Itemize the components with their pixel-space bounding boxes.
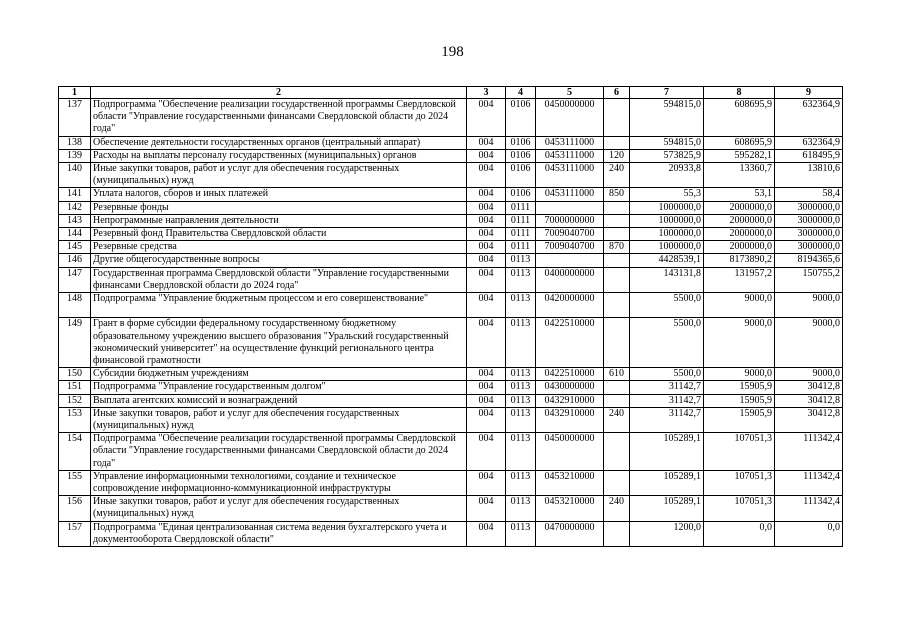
amount-year-3: 111342,4 (775, 496, 843, 521)
amount-year-1: 573825,9 (630, 149, 704, 162)
table-row (59, 368, 843, 381)
column-header: 2 (91, 87, 467, 99)
target-code: 7009040700 (536, 241, 604, 254)
amount-year-2: 8173890,2 (704, 254, 775, 267)
amount-year-1: 1200,0 (630, 521, 704, 546)
section-code: 0113 (506, 496, 536, 521)
admin-code: 004 (467, 254, 506, 267)
admin-code: 004 (467, 381, 506, 394)
table-row (59, 163, 843, 188)
row-name: Другие общегосударственные вопросы (91, 254, 467, 267)
admin-code: 004 (467, 241, 506, 254)
column-header: 4 (506, 87, 536, 99)
amount-year-3: 0,0 (775, 521, 843, 546)
amount-year-2: 595282,1 (704, 149, 775, 162)
table-row (59, 293, 843, 318)
expense-type-code: 240 (604, 163, 630, 188)
admin-code: 004 (467, 394, 506, 407)
table-row (59, 99, 843, 137)
admin-code: 004 (467, 433, 506, 471)
table-row (59, 241, 843, 254)
table-row (59, 470, 843, 495)
row-number: 150 (59, 368, 91, 381)
table-row (59, 267, 843, 292)
section-code: 0106 (506, 149, 536, 162)
amount-year-1: 143131,8 (630, 267, 704, 292)
amount-year-2: 0,0 (704, 521, 775, 546)
expense-type-code (604, 228, 630, 241)
table-row (59, 407, 843, 432)
amount-year-3: 30412,8 (775, 407, 843, 432)
section-code: 0113 (506, 254, 536, 267)
amount-year-2: 107051,3 (704, 496, 775, 521)
admin-code: 004 (467, 201, 506, 214)
amount-year-1: 1000000,0 (630, 214, 704, 227)
target-code: 0422510000 (536, 368, 604, 381)
amount-year-3: 618495,9 (775, 149, 843, 162)
amount-year-1: 105289,1 (630, 470, 704, 495)
admin-code: 004 (467, 368, 506, 381)
amount-year-1: 1000000,0 (630, 201, 704, 214)
section-code: 0113 (506, 267, 536, 292)
row-number: 154 (59, 433, 91, 471)
row-number: 138 (59, 136, 91, 149)
amount-year-2: 53,1 (704, 188, 775, 201)
target-code: 0453111000 (536, 136, 604, 149)
target-code: 7000000000 (536, 214, 604, 227)
expense-type-code: 240 (604, 407, 630, 432)
row-number: 141 (59, 188, 91, 201)
row-name: Резервные средства (91, 241, 467, 254)
amount-year-1: 4428539,1 (630, 254, 704, 267)
table-row (59, 318, 843, 368)
row-name: Грант в форме субсидии федеральному государственному бюджетному образовательному учреждению высшего образования "Уральский государственный экономический университет" на осуществление функций регионального центра финансовой грамотности (91, 318, 467, 368)
admin-code: 004 (467, 521, 506, 546)
admin-code: 004 (467, 496, 506, 521)
amount-year-3: 111342,4 (775, 433, 843, 471)
amount-year-1: 31142,7 (630, 394, 704, 407)
amount-year-2: 131957,2 (704, 267, 775, 292)
target-code: 0422510000 (536, 318, 604, 368)
expense-type-code (604, 254, 630, 267)
section-code: 0113 (506, 293, 536, 318)
expense-type-code (604, 521, 630, 546)
table-row (59, 433, 843, 471)
row-number: 155 (59, 470, 91, 495)
row-name: Подпрограмма "Единая централизованная система ведения бухгалтерского учета и документооборота Свердловской области" (91, 521, 467, 546)
row-name: Непрограммные направления деятельности (91, 214, 467, 227)
section-code: 0111 (506, 241, 536, 254)
amount-year-2: 15905,9 (704, 381, 775, 394)
amount-year-3: 9000,0 (775, 368, 843, 381)
expense-type-code (604, 214, 630, 227)
row-name: Субсидии бюджетным учреждениям (91, 368, 467, 381)
amount-year-3: 9000,0 (775, 318, 843, 368)
amount-year-2: 107051,3 (704, 433, 775, 471)
section-code: 0106 (506, 99, 536, 137)
section-code: 0113 (506, 368, 536, 381)
row-number: 157 (59, 521, 91, 546)
amount-year-2: 2000000,0 (704, 201, 775, 214)
section-code: 0106 (506, 136, 536, 149)
section-code: 0113 (506, 394, 536, 407)
row-number: 148 (59, 293, 91, 318)
amount-year-3: 30412,8 (775, 381, 843, 394)
amount-year-1: 5500,0 (630, 318, 704, 368)
amount-year-1: 1000000,0 (630, 241, 704, 254)
row-name: Расходы на выплаты персоналу государственных (муниципальных) органов (91, 149, 467, 162)
expense-type-code (604, 381, 630, 394)
budget-table (58, 86, 843, 547)
row-number: 149 (59, 318, 91, 368)
target-code: 0450000000 (536, 99, 604, 137)
target-code: 0453111000 (536, 149, 604, 162)
expense-type-code (604, 394, 630, 407)
target-code: 0430000000 (536, 381, 604, 394)
row-number: 144 (59, 228, 91, 241)
row-name: Обеспечение деятельности государственных органов (центральный аппарат) (91, 136, 467, 149)
amount-year-2: 9000,0 (704, 368, 775, 381)
expense-type-code (604, 318, 630, 368)
column-header: 5 (536, 87, 604, 99)
row-number: 156 (59, 496, 91, 521)
column-header: 3 (467, 87, 506, 99)
amount-year-1: 5500,0 (630, 368, 704, 381)
expense-type-code (604, 433, 630, 471)
expense-type-code (604, 136, 630, 149)
amount-year-1: 594815,0 (630, 99, 704, 137)
row-name: Уплата налогов, сборов и иных платежей (91, 188, 467, 201)
expense-type-code: 610 (604, 368, 630, 381)
amount-year-1: 31142,7 (630, 381, 704, 394)
row-name: Управление информационными технологиями, создание и техническое сопровождение информационно-коммуникационной инфраструктуры (91, 470, 467, 495)
expense-type-code: 870 (604, 241, 630, 254)
target-code: 0420000000 (536, 293, 604, 318)
amount-year-2: 608695,9 (704, 99, 775, 137)
amount-year-3: 3000000,0 (775, 241, 843, 254)
expense-type-code (604, 267, 630, 292)
amount-year-2: 9000,0 (704, 318, 775, 368)
amount-year-1: 31142,7 (630, 407, 704, 432)
expense-type-code (604, 293, 630, 318)
expense-type-code: 120 (604, 149, 630, 162)
table-row (59, 201, 843, 214)
amount-year-3: 632364,9 (775, 99, 843, 137)
column-header: 1 (59, 87, 91, 99)
table-row (59, 496, 843, 521)
admin-code: 004 (467, 163, 506, 188)
amount-year-3: 9000,0 (775, 293, 843, 318)
amount-year-1: 594815,0 (630, 136, 704, 149)
admin-code: 004 (467, 293, 506, 318)
column-header: 7 (630, 87, 704, 99)
row-name: Иные закупки товаров, работ и услуг для обеспечения государственных (муниципальных) нужд (91, 163, 467, 188)
row-number: 142 (59, 201, 91, 214)
amount-year-1: 105289,1 (630, 433, 704, 471)
page-number: 198 (441, 44, 464, 60)
table-row (59, 149, 843, 162)
amount-year-1: 105289,1 (630, 496, 704, 521)
header-row (59, 87, 843, 99)
amount-year-3: 30412,8 (775, 394, 843, 407)
row-name: Подпрограмма "Обеспечение реализации государственной программы Свердловской области "Управление государственными финансами Свердловской области до 2024 года" (91, 99, 467, 137)
amount-year-1: 20933,8 (630, 163, 704, 188)
row-number: 152 (59, 394, 91, 407)
target-code: 0470000000 (536, 521, 604, 546)
section-code: 0111 (506, 228, 536, 241)
expense-type-code (604, 201, 630, 214)
row-name: Подпрограмма "Управление бюджетным процессом и его совершенствование" (91, 293, 467, 318)
row-name: Государственная программа Свердловской области "Управление государственными финансами Свердловской области до 2024 года" (91, 267, 467, 292)
row-number: 153 (59, 407, 91, 432)
row-number: 140 (59, 163, 91, 188)
admin-code: 004 (467, 267, 506, 292)
section-code: 0111 (506, 214, 536, 227)
row-number: 143 (59, 214, 91, 227)
section-code: 0113 (506, 381, 536, 394)
row-name: Иные закупки товаров, работ и услуг для обеспечения государственных (муниципальных) нужд (91, 407, 467, 432)
amount-year-2: 15905,9 (704, 394, 775, 407)
amount-year-2: 107051,3 (704, 470, 775, 495)
target-code: 0453210000 (536, 470, 604, 495)
amount-year-1: 5500,0 (630, 293, 704, 318)
table-row (59, 394, 843, 407)
admin-code: 004 (467, 407, 506, 432)
amount-year-3: 3000000,0 (775, 201, 843, 214)
section-code: 0106 (506, 163, 536, 188)
table-row (59, 188, 843, 201)
row-name: Подпрограмма "Обеспечение реализации государственной программы Свердловской области "Управление государственными финансами Свердловской области до 2024 года" (91, 433, 467, 471)
amount-year-2: 13360,7 (704, 163, 775, 188)
row-name: Подпрограмма "Управление государственным долгом" (91, 381, 467, 394)
admin-code: 004 (467, 228, 506, 241)
section-code: 0113 (506, 407, 536, 432)
amount-year-3: 150755,2 (775, 267, 843, 292)
admin-code: 004 (467, 214, 506, 227)
table-row (59, 228, 843, 241)
target-code: 0453210000 (536, 496, 604, 521)
row-name: Выплата агентских комиссий и вознаграждений (91, 394, 467, 407)
target-code: 0453111000 (536, 163, 604, 188)
amount-year-3: 13810,6 (775, 163, 843, 188)
target-code: 0400000000 (536, 267, 604, 292)
amount-year-3: 632364,9 (775, 136, 843, 149)
row-name: Резервный фонд Правительства Свердловской области (91, 228, 467, 241)
target-code (536, 201, 604, 214)
table-row (59, 254, 843, 267)
section-code: 0111 (506, 201, 536, 214)
target-code (536, 254, 604, 267)
admin-code: 004 (467, 470, 506, 495)
target-code: 7009040700 (536, 228, 604, 241)
column-header: 8 (704, 87, 775, 99)
expense-type-code: 850 (604, 188, 630, 201)
amount-year-3: 111342,4 (775, 470, 843, 495)
section-code: 0113 (506, 433, 536, 471)
row-number: 146 (59, 254, 91, 267)
admin-code: 004 (467, 188, 506, 201)
column-header: 6 (604, 87, 630, 99)
row-name: Иные закупки товаров, работ и услуг для обеспечения государственных (муниципальных) нужд (91, 496, 467, 521)
section-code: 0113 (506, 318, 536, 368)
amount-year-1: 55,3 (630, 188, 704, 201)
expense-type-code (604, 470, 630, 495)
expense-type-code: 240 (604, 496, 630, 521)
column-header: 9 (775, 87, 843, 99)
target-code: 0453111000 (536, 188, 604, 201)
expense-type-code (604, 99, 630, 137)
amount-year-2: 9000,0 (704, 293, 775, 318)
row-name: Резервные фонды (91, 201, 467, 214)
amount-year-3: 3000000,0 (775, 214, 843, 227)
row-number: 137 (59, 99, 91, 137)
admin-code: 004 (467, 318, 506, 368)
table-body (59, 99, 843, 547)
amount-year-2: 608695,9 (704, 136, 775, 149)
admin-code: 004 (467, 136, 506, 149)
amount-year-1: 1000000,0 (630, 228, 704, 241)
row-number: 151 (59, 381, 91, 394)
table-row (59, 214, 843, 227)
target-code: 0432910000 (536, 407, 604, 432)
table-row (59, 521, 843, 546)
table-row (59, 381, 843, 394)
amount-year-2: 2000000,0 (704, 214, 775, 227)
table-row (59, 136, 843, 149)
amount-year-3: 58,4 (775, 188, 843, 201)
admin-code: 004 (467, 99, 506, 137)
row-number: 147 (59, 267, 91, 292)
section-code: 0113 (506, 470, 536, 495)
amount-year-2: 2000000,0 (704, 241, 775, 254)
section-code: 0113 (506, 521, 536, 546)
target-code: 0450000000 (536, 433, 604, 471)
admin-code: 004 (467, 149, 506, 162)
row-number: 145 (59, 241, 91, 254)
amount-year-3: 3000000,0 (775, 228, 843, 241)
amount-year-2: 2000000,0 (704, 228, 775, 241)
amount-year-3: 8194365,6 (775, 254, 843, 267)
section-code: 0106 (506, 188, 536, 201)
amount-year-2: 15905,9 (704, 407, 775, 432)
target-code: 0432910000 (536, 394, 604, 407)
row-number: 139 (59, 149, 91, 162)
